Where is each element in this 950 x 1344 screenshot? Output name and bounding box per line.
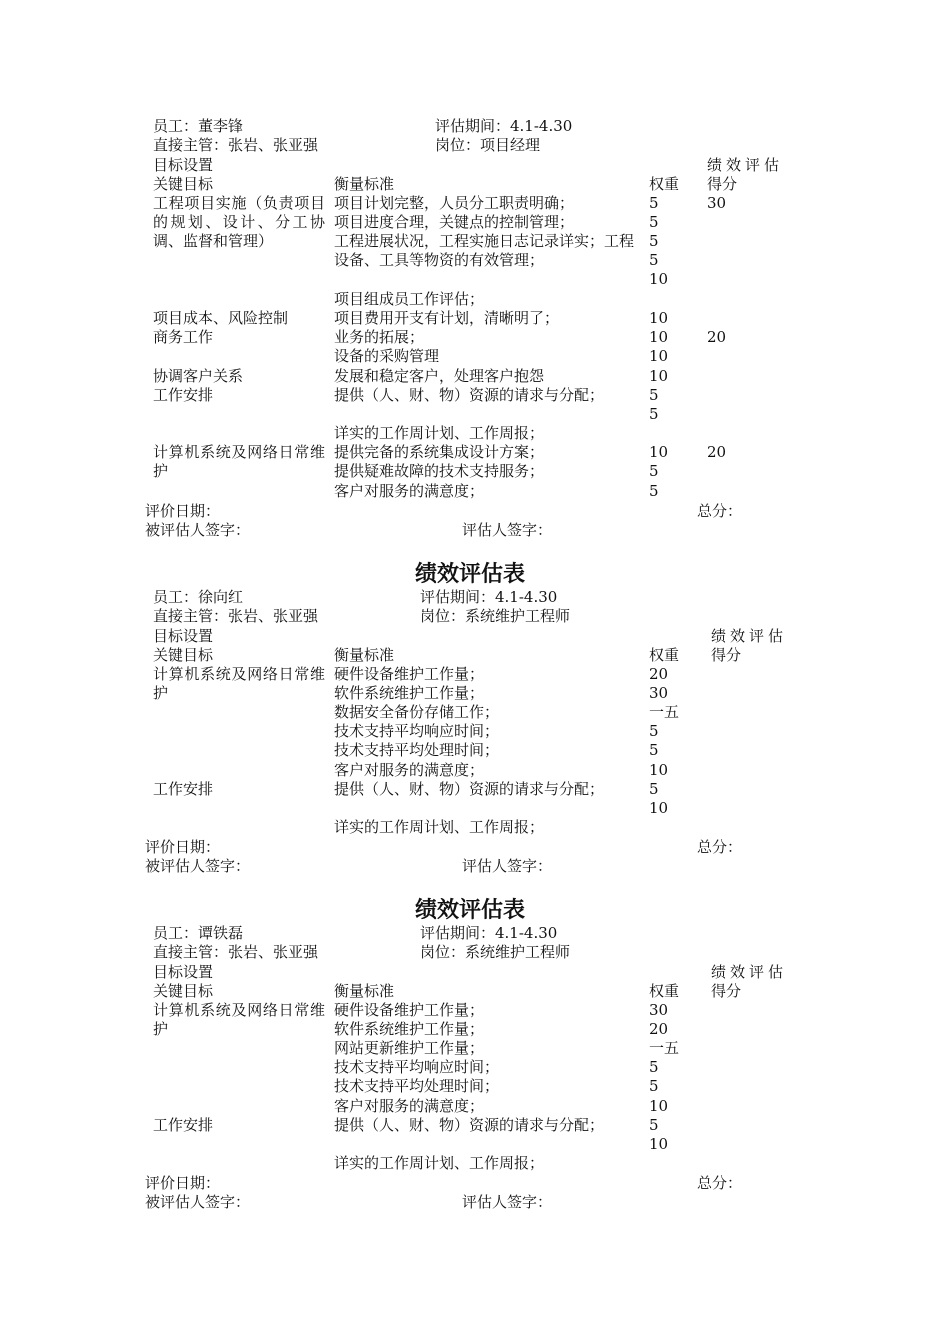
key-goal: 商务工作 bbox=[153, 328, 214, 346]
criterion: 提供（人、财、物）资源的请求与分配； bbox=[334, 1116, 605, 1134]
evaluatee-signature: 被评估人签字： bbox=[145, 857, 251, 875]
criteria-header: 衡量标准 bbox=[334, 646, 395, 664]
key-goal: 工作安排 bbox=[153, 1116, 214, 1134]
key-goal: 计算机系统及网络日常维护 bbox=[153, 1001, 325, 1038]
key-goal: 计算机系统及网络日常维护 bbox=[153, 665, 325, 702]
criterion: 提供（人、财、物）资源的请求与分配； bbox=[334, 386, 605, 404]
score-header: 绩效评估得分 bbox=[711, 627, 783, 664]
weight-value: 10 bbox=[649, 367, 669, 385]
evaluation-period: 评估期间：4.1-4.30 bbox=[420, 588, 558, 606]
criterion: 提供（人、财、物）资源的请求与分配； bbox=[334, 780, 605, 798]
weight-value: 5 bbox=[649, 194, 659, 212]
weight-value: 一五 bbox=[649, 1039, 680, 1057]
criterion: 客户对服务的满意度； bbox=[334, 482, 485, 500]
employee-name: 员工：徐向红 bbox=[153, 588, 244, 606]
criterion: 项目计划完整，人员分工职责明确； bbox=[334, 194, 575, 212]
criterion: 业务的拓展； bbox=[334, 328, 425, 346]
criterion: 发展和稳定客户，处理客户抱怨 bbox=[334, 367, 545, 385]
weight-value: 5 bbox=[649, 1077, 659, 1095]
direct-supervisor: 直接主管：张岩、张亚强 bbox=[153, 607, 319, 625]
weight-value: 5 bbox=[649, 1116, 659, 1134]
weight-value: 5 bbox=[649, 482, 659, 500]
weight-value: 10 bbox=[649, 328, 669, 346]
criterion: 工程进展状况，工程实施日志记录详实；工程设备、工具等物资的有效管理； bbox=[334, 232, 635, 269]
score-value: 30 bbox=[707, 194, 727, 212]
criteria-header: 衡量标准 bbox=[334, 175, 395, 193]
criterion: 数据安全备份存储工作； bbox=[334, 703, 500, 721]
key-goal: 工作安排 bbox=[153, 386, 214, 404]
weight-value: 5 bbox=[649, 386, 659, 404]
weight-value: 5 bbox=[649, 1058, 659, 1076]
key-goal: 工程项目实施（负责项目的规划、设计、分工协调、监督和管理） bbox=[153, 194, 325, 250]
criterion: 提供完备的系统集成设计方案； bbox=[334, 443, 545, 461]
form-title: 绩效评估表 bbox=[415, 897, 526, 923]
evaluatee-signature: 被评估人签字： bbox=[145, 521, 251, 539]
employee-name: 员工：董李锋 bbox=[153, 117, 244, 135]
criterion: 技术支持平均响应时间； bbox=[334, 722, 500, 740]
criterion: 技术支持平均处理时间； bbox=[334, 741, 500, 759]
weight-value: 5 bbox=[649, 405, 659, 423]
weight-value: 5 bbox=[649, 232, 659, 250]
criterion: 项目进度合理，关键点的控制管理； bbox=[334, 213, 575, 231]
criterion: 硬件设备维护工作量； bbox=[334, 1001, 485, 1019]
evaluation-date: 评价日期： bbox=[145, 502, 221, 520]
weight-value: 20 bbox=[649, 665, 669, 683]
position: 岗位：项目经理 bbox=[435, 136, 541, 154]
total-score: 总分： bbox=[697, 502, 743, 520]
position: 岗位：系统维护工程师 bbox=[420, 943, 571, 961]
position: 岗位：系统维护工程师 bbox=[420, 607, 571, 625]
evaluation-period: 评估期间：4.1-4.30 bbox=[435, 117, 573, 135]
weight-value: 5 bbox=[649, 741, 659, 759]
criterion: 客户对服务的满意度； bbox=[334, 761, 485, 779]
weight-value: 5 bbox=[649, 213, 659, 231]
evaluatee-signature: 被评估人签字： bbox=[145, 1193, 251, 1211]
key-goal-header: 关键目标 bbox=[153, 175, 214, 193]
weight-value: 30 bbox=[649, 1001, 669, 1019]
criterion: 设备的采购管理 bbox=[334, 347, 440, 365]
total-score: 总分： bbox=[697, 838, 743, 856]
weight-value: 5 bbox=[649, 780, 659, 798]
criteria-header: 衡量标准 bbox=[334, 982, 395, 1000]
weight-value: 5 bbox=[649, 251, 659, 269]
key-goal: 协调客户关系 bbox=[153, 367, 244, 385]
weight-value: 20 bbox=[649, 1020, 669, 1038]
key-goal: 计算机系统及网络日常维护 bbox=[153, 443, 325, 480]
evaluator-signature: 评估人签字： bbox=[462, 1193, 553, 1211]
goal-setting-label: 目标设置 bbox=[153, 156, 214, 174]
criterion: 客户对服务的满意度； bbox=[334, 1097, 485, 1115]
criterion: 详实的工作周计划、工作周报； bbox=[334, 818, 545, 836]
weight-value: 10 bbox=[649, 309, 669, 327]
goal-setting-label: 目标设置 bbox=[153, 963, 214, 981]
score-header: 绩效评估得分 bbox=[707, 156, 779, 193]
evaluator-signature: 评估人签字： bbox=[462, 857, 553, 875]
weight-value: 10 bbox=[649, 799, 669, 817]
weight-header: 权重 bbox=[649, 982, 680, 1000]
key-goal: 项目成本、风险控制 bbox=[153, 309, 289, 327]
criterion: 详实的工作周计划、工作周报； bbox=[334, 424, 545, 442]
form-title: 绩效评估表 bbox=[415, 561, 526, 587]
total-score: 总分： bbox=[697, 1174, 743, 1192]
employee-name: 员工：谭铁磊 bbox=[153, 924, 244, 942]
key-goal: 工作安排 bbox=[153, 780, 214, 798]
weight-value: 30 bbox=[649, 684, 669, 702]
weight-value: 5 bbox=[649, 462, 659, 480]
criterion: 技术支持平均处理时间； bbox=[334, 1077, 500, 1095]
weight-value: 10 bbox=[649, 347, 669, 365]
weight-value: 10 bbox=[649, 270, 669, 288]
criterion: 详实的工作周计划、工作周报； bbox=[334, 1154, 545, 1172]
key-goal-header: 关键目标 bbox=[153, 646, 214, 664]
criterion: 项目费用开支有计划，清晰明了； bbox=[334, 309, 560, 327]
weight-value: 10 bbox=[649, 1135, 669, 1153]
score-value: 20 bbox=[707, 328, 727, 346]
criterion: 网站更新维护工作量； bbox=[334, 1039, 485, 1057]
weight-value: 10 bbox=[649, 761, 669, 779]
weight-value: 一五 bbox=[649, 703, 680, 721]
criterion: 提供疑难故障的技术支持服务； bbox=[334, 462, 545, 480]
criterion: 软件系统维护工作量； bbox=[334, 1020, 485, 1038]
criterion: 软件系统维护工作量； bbox=[334, 684, 485, 702]
weight-header: 权重 bbox=[649, 175, 680, 193]
direct-supervisor: 直接主管：张岩、张亚强 bbox=[153, 136, 319, 154]
evaluation-period: 评估期间：4.1-4.30 bbox=[420, 924, 558, 942]
criterion: 项目组成员工作评估； bbox=[334, 290, 485, 308]
evaluation-date: 评价日期： bbox=[145, 838, 221, 856]
criterion: 硬件设备维护工作量； bbox=[334, 665, 485, 683]
key-goal-header: 关键目标 bbox=[153, 982, 214, 1000]
weight-header: 权重 bbox=[649, 646, 680, 664]
evaluator-signature: 评估人签字： bbox=[462, 521, 553, 539]
direct-supervisor: 直接主管：张岩、张亚强 bbox=[153, 943, 319, 961]
goal-setting-label: 目标设置 bbox=[153, 627, 214, 645]
criterion: 技术支持平均响应时间； bbox=[334, 1058, 500, 1076]
score-value: 20 bbox=[707, 443, 727, 461]
score-header: 绩效评估得分 bbox=[711, 963, 783, 1000]
weight-value: 10 bbox=[649, 443, 669, 461]
weight-value: 10 bbox=[649, 1097, 669, 1115]
evaluation-date: 评价日期： bbox=[145, 1174, 221, 1192]
weight-value: 5 bbox=[649, 722, 659, 740]
